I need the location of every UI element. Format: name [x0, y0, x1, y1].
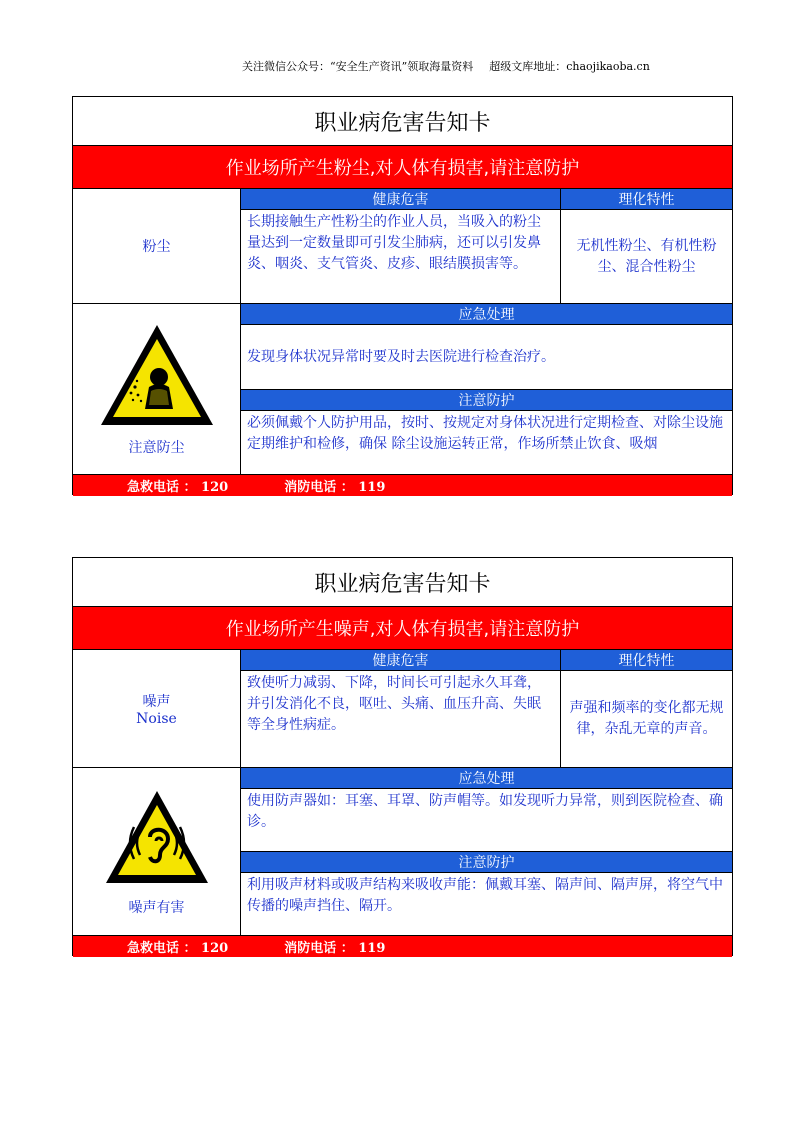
- hazard-name: 噪声: [142, 693, 171, 710]
- health-hazard-text: 长期接触生产性粉尘的作业人员，当吸入的粉尘量达到一定数量即可引发尘肺病，还可以引发鼻炎、咽炎、支气管炎、皮疹、眼结膜损害等。: [247, 214, 541, 272]
- hazard-name-en: Noise: [136, 710, 177, 727]
- property-text: 声强和频率的变化都无规律，杂乱无章的声音。: [569, 700, 724, 737]
- hazard-card-dust: [72, 96, 733, 495]
- hazard-name-cell: [73, 189, 241, 303]
- card-title: 职业病危害告知卡: [73, 558, 732, 607]
- protection-header: 注意防护: [241, 851, 732, 873]
- hazard-name-cell: [73, 650, 241, 767]
- card-title: 职业病危害告知卡: [73, 97, 732, 146]
- fire-phone: 消防电话 ： 119: [284, 480, 386, 495]
- health-hazard-text: 致使听力减弱、下降，时间长可引起永久耳聋，并引发消化不良，呕吐、头痛、血压升高、失眠等全身性病症。: [247, 675, 541, 733]
- sign-caption: 噪声有害: [128, 899, 185, 916]
- header-note-left: 关注微信公众号：“安全生产资讯”领取海量资料: [242, 60, 474, 73]
- hazard-card-noise: [72, 557, 733, 956]
- hazard-name: 粉尘: [142, 239, 171, 255]
- emergency-text: 发现身体状况异常时要及时去医院进行检查治疗。: [247, 348, 555, 365]
- rescue-phone: 急救电话 ： 120: [127, 941, 229, 956]
- property-header: 理化特性: [561, 650, 732, 671]
- card-banner: 作业场所产生粉尘,对人体有损害,请注意防护: [73, 146, 732, 189]
- protection-text: 利用吸声材料或吸声结构来吸收声能：佩戴耳塞、隔声间、隔声屏，将空气中传播的噪声挡住、隔开。: [247, 877, 723, 914]
- noise-warning-icon: [102, 787, 212, 887]
- property-text: 无机性粉尘、有机性粉尘、混合性粉尘: [576, 237, 717, 275]
- emergency-header: 应急处理: [241, 304, 732, 325]
- health-hazard-header: 健康危害: [241, 189, 560, 210]
- header-note: [242, 58, 650, 74]
- fire-phone: 消防电话 ： 119: [284, 941, 386, 956]
- protection-text: 必须佩戴个人防护用品，按时、按规定对身体状况进行定期检查、对除尘设施定期维护和检修，确保 除尘设施运转正常，作场所禁止饮食、吸烟: [247, 415, 723, 452]
- emergency-phone-bar: [73, 475, 732, 496]
- rescue-phone: 急救电话 ： 120: [127, 480, 229, 495]
- sign-caption: 注意防尘: [128, 440, 185, 456]
- property-header: 理化特性: [561, 189, 732, 210]
- header-note-right: 超级文库地址：chaojikaoba.cn: [489, 60, 650, 73]
- emergency-phone-bar: [73, 936, 732, 957]
- dust-warning-icon: [97, 321, 217, 429]
- emergency-header: 应急处理: [241, 768, 732, 789]
- health-hazard-header: 健康危害: [241, 650, 560, 671]
- protection-header: 注意防护: [241, 389, 732, 411]
- sign-cell: [73, 768, 241, 935]
- card-banner: 作业场所产生噪声,对人体有损害,请注意防护: [73, 607, 732, 650]
- sign-cell: [73, 304, 241, 474]
- emergency-text: 使用防声器如：耳塞、耳罩、防声帽等。如发现听力异常，则到医院检查、确诊。: [247, 793, 723, 830]
